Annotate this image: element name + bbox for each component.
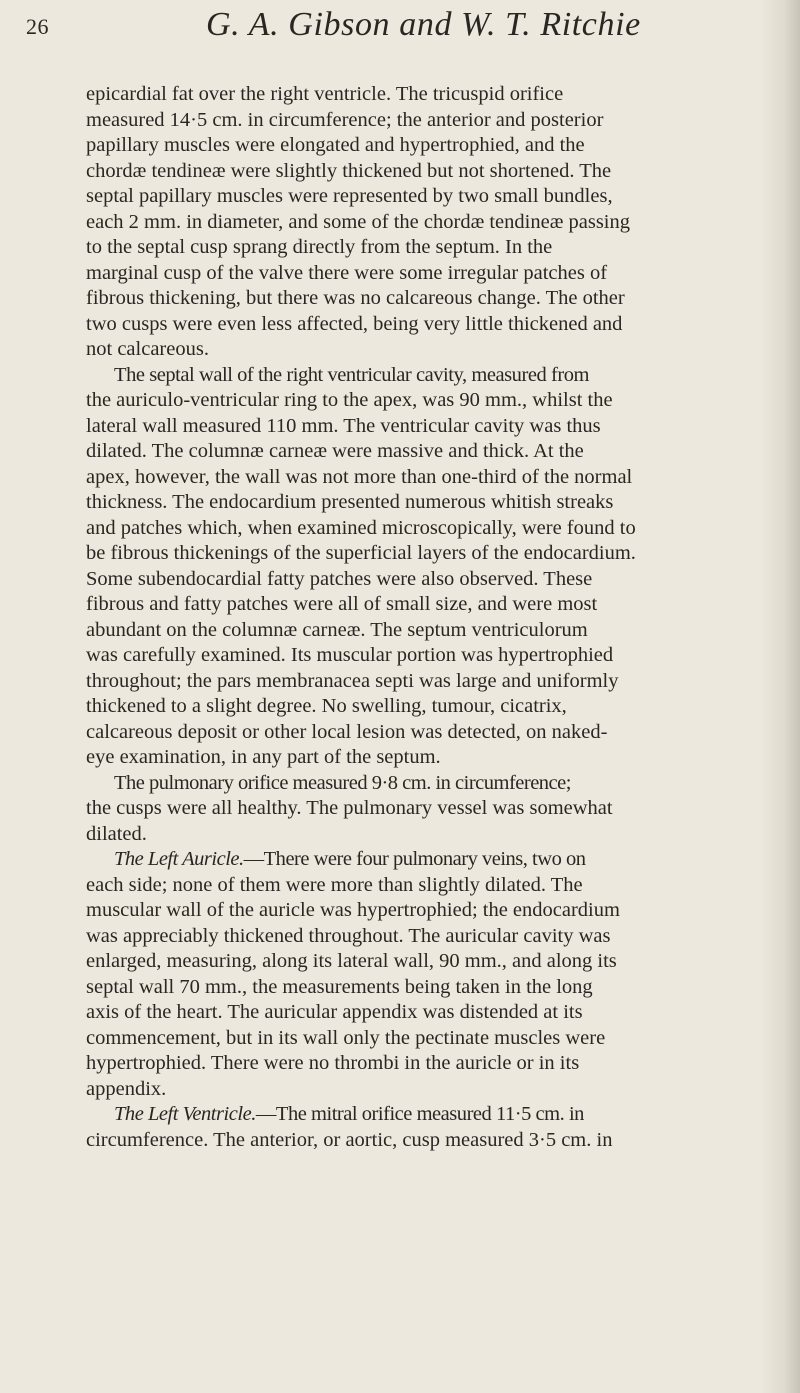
body-text	[86, 82, 766, 1153]
line-text: —The mitral orifice measured 11·5 cm. in	[255, 1103, 584, 1125]
line-text: abundant on the columnæ carneæ. The septum ventriculorum	[86, 618, 588, 641]
text-line	[86, 82, 766, 108]
section-heading: The Left Auricle.	[114, 848, 244, 870]
line-text: —There were four pulmonary veins, two on	[243, 848, 586, 870]
line-text: fibrous thickening, but there was no calcareous change. The other	[86, 287, 625, 309]
text-line	[86, 669, 766, 695]
line-text: eye examination, in any part of the septum.	[86, 746, 441, 768]
line-text: septal wall 70 mm., the measurements being taken in the long	[86, 975, 593, 998]
line-text: the cusps were all healthy. The pulmonary vessel was somewhat	[86, 797, 613, 819]
line-text: to the septal cusp sprang directly from the septum. In the	[86, 236, 553, 258]
line-text: throughout; the pars membranacea septi was large and uniformly	[86, 669, 619, 692]
line-text: enlarged, measuring, along its lateral wall, 90 mm., and along its	[86, 950, 617, 972]
text-line	[86, 720, 766, 746]
line-text: The pulmonary orifice measured 9·8 cm. in circumference;	[114, 771, 571, 794]
text-line	[86, 1128, 766, 1154]
line-text: the auriculo-ventricular ring to the apex, was 90 mm., whilst the	[86, 389, 613, 411]
section-heading: The Left Ventricle.	[114, 1103, 256, 1125]
line-text: be fibrous thickenings of the superficial layers of the endocardium.	[86, 542, 636, 564]
text-line	[86, 592, 766, 618]
line-text: was appreciably thickened throughout. The auricular cavity was	[86, 924, 611, 947]
line-text: lateral wall measured 110 mm. The ventricular cavity was thus	[86, 414, 601, 437]
line-text: was carefully examined. Its muscular portion was hypertrophied	[86, 644, 614, 666]
text-line	[86, 1000, 766, 1026]
text-line	[86, 822, 766, 848]
line-text: circumference. The anterior, or aortic, cusp measured 3·5 cm. in	[86, 1128, 613, 1151]
text-line	[86, 1026, 766, 1052]
line-text: Some subendocardial fatty patches were also observed. These	[86, 567, 593, 590]
line-text: measured 14·5 cm. in circumference; the anterior and posterior	[86, 108, 604, 131]
text-line	[86, 516, 766, 542]
text-line	[86, 1102, 766, 1128]
text-line	[86, 337, 766, 363]
text-line	[86, 847, 766, 873]
text-line	[86, 1077, 766, 1103]
text-line	[86, 873, 766, 899]
line-text: dilated.	[86, 822, 147, 845]
text-line	[86, 363, 766, 389]
text-line	[86, 567, 766, 593]
line-text: not calcareous.	[86, 338, 209, 360]
text-line	[86, 439, 766, 465]
text-line	[86, 133, 766, 159]
line-text: thickness. The endocardium presented numerous whitish streaks	[86, 491, 614, 513]
text-line	[86, 745, 766, 771]
line-text: chordæ tendineæ were slightly thickened but not shortened. The	[86, 159, 612, 182]
line-text: axis of the heart. The auricular appendix was distended at its	[86, 1001, 583, 1023]
text-line	[86, 618, 766, 644]
text-line	[86, 796, 766, 822]
text-line	[86, 388, 766, 414]
text-line	[86, 490, 766, 516]
text-line	[86, 975, 766, 1001]
text-line	[86, 184, 766, 210]
line-text: each 2 mm. in diameter, and some of the chordæ tendineæ passing	[86, 210, 631, 233]
line-text: commencement, but in its wall only the pectinate muscles were	[86, 1026, 606, 1049]
text-line	[86, 694, 766, 720]
text-line	[86, 898, 766, 924]
text-line	[86, 414, 766, 440]
text-line	[86, 210, 766, 236]
line-text: papillary muscles were elongated and hypertrophied, and the	[86, 134, 585, 156]
line-text: hypertrophied. There were no thrombi in the auricle or in its	[86, 1052, 580, 1074]
page-edge-shadow	[760, 0, 800, 1393]
line-text: muscular wall of the auricle was hypertrophied; the endocardium	[86, 899, 620, 921]
line-text: calcareous deposit or other local lesion was detected, on naked-	[86, 720, 608, 743]
line-text: appendix.	[86, 1077, 167, 1100]
text-line	[86, 159, 766, 185]
text-line	[86, 949, 766, 975]
text-line	[86, 643, 766, 669]
line-text: The septal wall of the right ventricular cavity, measured from	[114, 363, 590, 386]
line-text: apex, however, the wall was not more than one-third of the normal	[86, 465, 633, 488]
line-text: fibrous and fatty patches were all of small size, and were most	[86, 593, 598, 615]
page-number: 26	[26, 14, 49, 39]
text-line	[86, 235, 766, 261]
line-text: marginal cusp of the valve there were some irregular patches of	[86, 261, 608, 284]
text-line	[86, 286, 766, 312]
line-text: and patches which, when examined microscopically, were found to	[86, 516, 636, 539]
text-line	[86, 924, 766, 950]
text-line	[86, 771, 766, 797]
text-line	[86, 1051, 766, 1077]
line-text: thickened to a slight degree. No swelling, tumour, cicatrix,	[86, 695, 567, 717]
running-head	[26, 6, 726, 54]
text-line	[86, 312, 766, 338]
text-line	[86, 108, 766, 134]
text-line	[86, 541, 766, 567]
line-text: dilated. The columnæ carneæ were massive and thick. At the	[86, 440, 584, 462]
text-line	[86, 465, 766, 491]
text-line	[86, 261, 766, 287]
running-title: G. A. Gibson and W. T. Ritchie	[206, 6, 641, 43]
line-text: epicardial fat over the right ventricle. The tricuspid orifice	[86, 83, 564, 105]
line-text: septal papillary muscles were represented by two small bundles,	[86, 185, 613, 207]
line-text: two cusps were even less affected, being very little thickened and	[86, 312, 623, 335]
line-text: each side; none of them were more than slightly dilated. The	[86, 873, 583, 896]
